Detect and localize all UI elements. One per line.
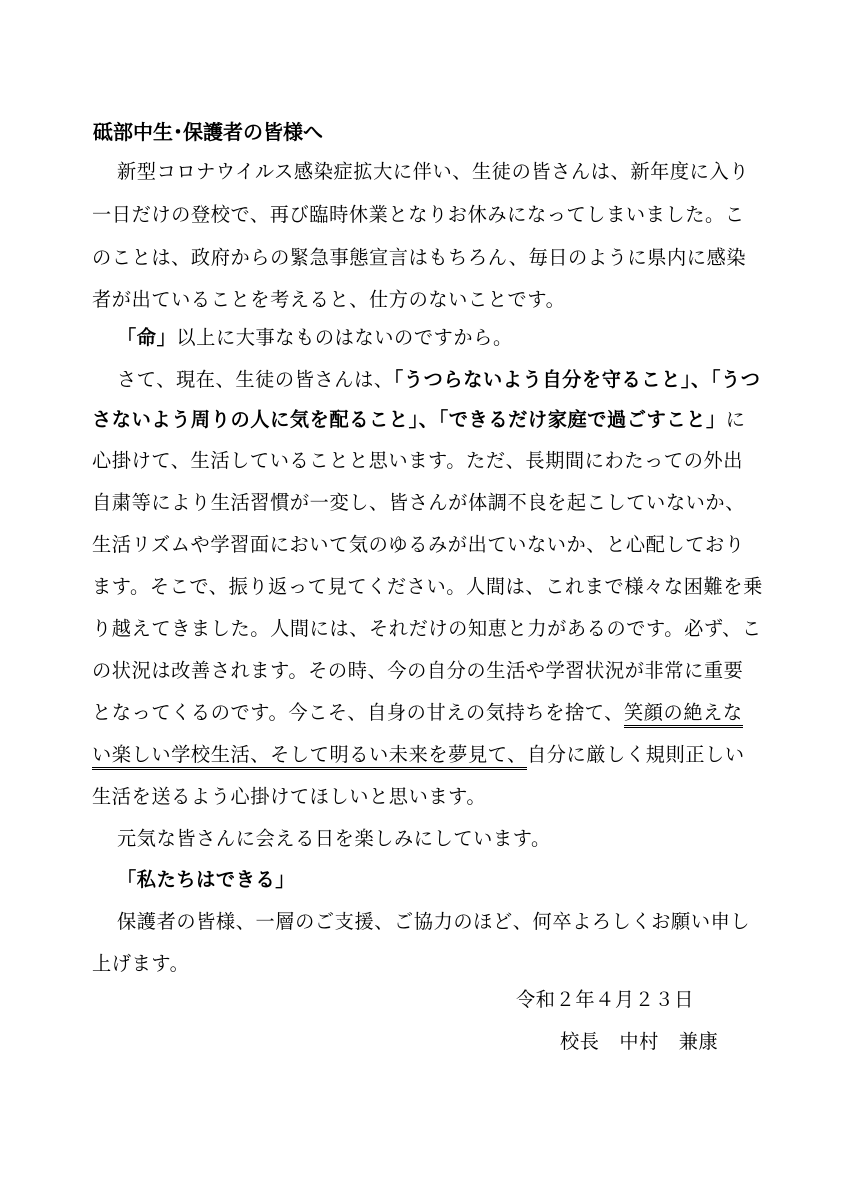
body-line-14 bbox=[92, 700, 743, 726]
body-line-13: の状況は改善されます。その時、今の自分の生活や学習状況が非常に重要 bbox=[92, 659, 744, 682]
body-line-14-underlined: 笑顔の絶えな bbox=[624, 701, 743, 728]
body-line-10: 生活リズムや学習面において気のゆるみが出ていないか、と心配しており bbox=[92, 533, 745, 556]
body-line-15-text: 自分に厳しく規則正しい bbox=[526, 743, 745, 766]
body-line-7-bold: さないよう周りの人に気を配ること」、「できるだけ家庭で過ごすこと」 bbox=[92, 408, 726, 431]
body-line-12: り越えてきました。人間には、それだけの知恵と力があるのです。必ず、こ bbox=[92, 617, 762, 640]
letter-heading: 砥部中生･保護者の皆様へ bbox=[93, 120, 323, 144]
body-line-11: ます。そこで、振り返って見てください。人間は、これまで様々な困難を乗 bbox=[92, 575, 763, 598]
body-line-15-underlined: い楽しい学校生活、そして明るい未来を夢見て、 bbox=[92, 743, 527, 770]
body-line-17: 元気な皆さんに会える日を楽しみにしています。 bbox=[117, 827, 551, 850]
body-line-19: 保護者の皆様、一層のご支援、ご協力のほど、何卒よろしくお願い申し bbox=[117, 910, 751, 933]
body-line-14-text: となってくるのです。今こそ、自身の甘えの気持ちを捨て、 bbox=[92, 701, 624, 724]
body-line-2: 一日だけの登校で、再び臨時休業となりお休みになってしまいました。こ bbox=[92, 203, 745, 226]
body-line-4: 者が出ていることを考えると、仕方のないことです。 bbox=[92, 288, 566, 311]
body-line-3: のことは、政府からの緊急事態宣言はもちろん、毎日のように県内に感染 bbox=[92, 246, 747, 269]
body-line-15 bbox=[92, 742, 745, 768]
body-line-7-text: に bbox=[725, 408, 746, 431]
letter-signer: 校長 中村 兼康 bbox=[560, 1030, 719, 1053]
body-line-1: 新型コロナウイルス感染症拡大に伴い、生徒の皆さんは、新年度に入り bbox=[117, 160, 750, 183]
body-line-6 bbox=[117, 367, 761, 393]
body-line-9: 自粛等により生活習慣が一変し、皆さんが体調不良を起こしていないか、 bbox=[92, 491, 745, 514]
body-line-6-text: さて、現在、生徒の皆さんは、 bbox=[117, 368, 394, 391]
letter-date: 令和２年４月２３日 bbox=[516, 988, 695, 1011]
inochi-rest-text: 以上に大事なものはないのですから。 bbox=[176, 326, 513, 349]
body-line-16: 生活を送るよう心掛けてほしいと思います。 bbox=[92, 785, 487, 808]
body-line-6-bold: 「うつらないよう自分を守ること」、「うつ bbox=[393, 368, 761, 391]
body-line-20: 上げます。 bbox=[92, 952, 190, 975]
body-line-7 bbox=[92, 407, 746, 433]
slogan: 「私たちはできる」 bbox=[117, 868, 296, 891]
inochi-bold-text: 「命」 bbox=[117, 326, 177, 349]
inochi-line bbox=[117, 325, 513, 351]
body-line-8: 心掛けて、生活していることと思います。ただ、長期間にわたっての外出 bbox=[92, 449, 744, 472]
